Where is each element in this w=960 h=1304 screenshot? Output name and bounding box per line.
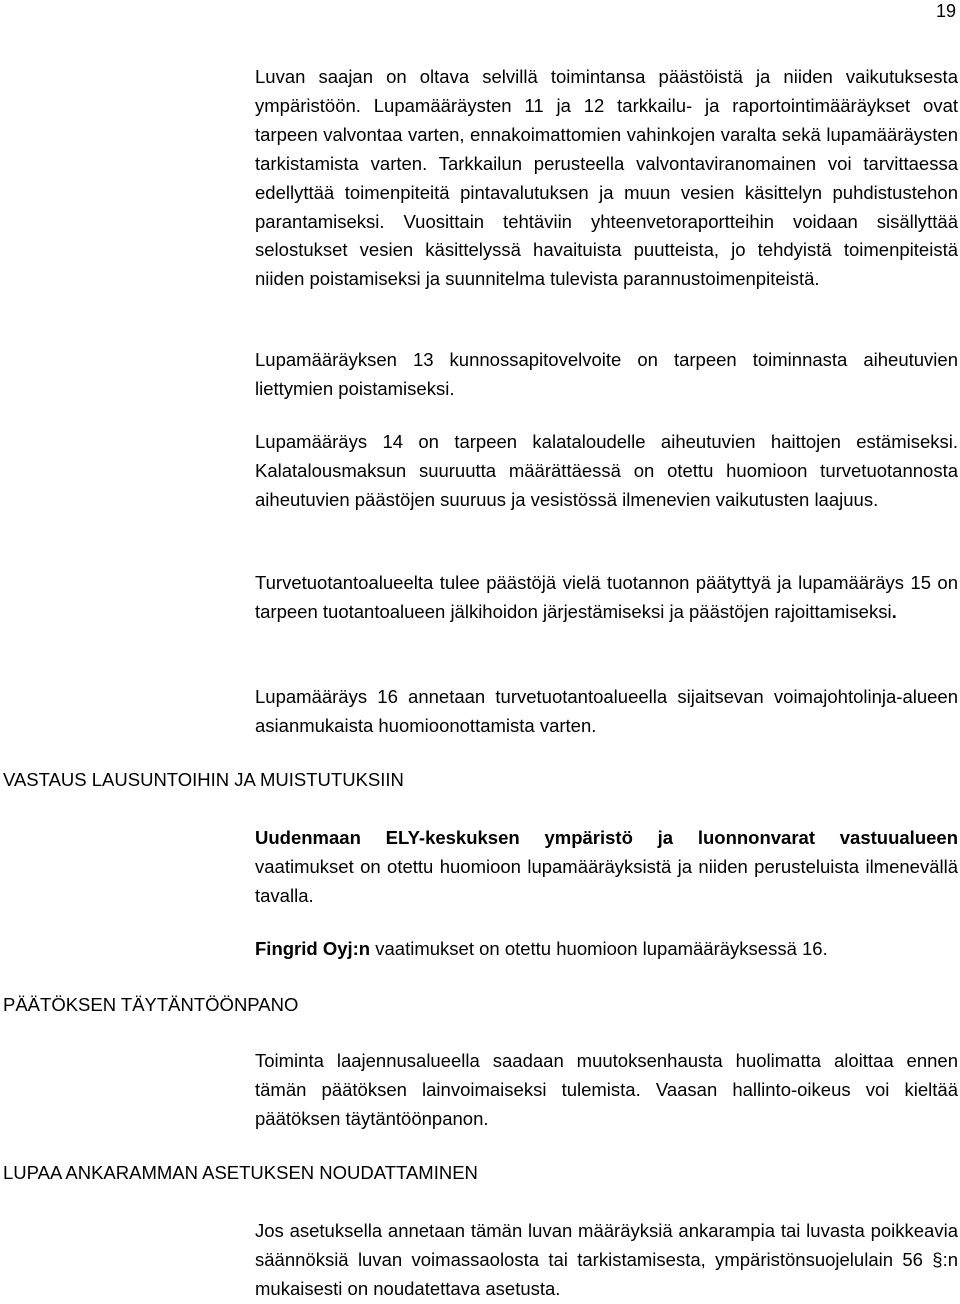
aftercare-text: Turvetuotantoalueelta tulee päästöjä vielä tuotannon päätyttyä ja lupamääräys 15 on tarpeen tuotantoalueen jälkihoidon järjestämiseksi ja päästöjen rajoittamiseksi (255, 572, 958, 622)
paragraph-ely-centre-response (255, 824, 958, 911)
paragraph-powerline-justification: Lupamääräys 16 annetaan turvetuotantoalueella sijaitsevan voimajohtolinja-alueen asianmukaista huomioonottamista varten. (255, 686, 958, 736)
paragraph-monitoring-justification: Luvan saajan on oltava selvillä toimintansa päästöistä ja niiden vaikutuksesta ympäristöön. Lupamääräysten 11 ja 12 tarkkailu- ja raportointimääräykset ovat tarpeen valvontaa varten, ennakoimattomien vahinkojen varalta sekä lupamääräysten tarkistamista varten. Tarkkailun perusteella valvontaviranomainen voi tarvittaessa edellyttää toimenpiteitä pintavalutuksen ja muun vesien käsittelyn puhdistustehon parantamiseksi. Vuosittain tehtäviin yhteenvetoraportteihin voidaan sisällyttää selostukset vesien käsittelyssä havaituista puutteista, jo tehdyistä toimenpiteistä niiden poistamiseksi ja suunnitelma tulevista parannustoimenpiteistä. (255, 66, 958, 290)
paragraph-stricter-regulation: Jos asetuksella annetaan tämän luvan määräyksiä ankarampia tai luvasta poikkeavia säännöksiä luvan voimassaolosta tai tarkistamisesta, ympäristönsuojelulain 56 §:n mukaisesti on noudatettava asetusta. (255, 1220, 958, 1299)
page-number: 19 (935, 1, 956, 21)
ely-centre-name: Uudenmaan ELY-keskuksen ympäristö ja luonnonvarat vastuualueen (255, 827, 958, 848)
heading-stricter-regulation: LUPAA ANKARAMMAN ASETUKSEN NOUDATTAMINEN (3, 1162, 478, 1183)
paragraph-fishery-justification: Lupamääräys 14 on tarpeen kalataloudelle aiheutuvien haittojen estämiseksi. Kalatalousmaksun suuruutta määrättäessä on otettu huomioon turvetuotannosta aiheutuvien päästöjen suuruus ja vesistössä ilmenevien vaikutusten laajuus. (255, 431, 958, 510)
paragraph-decision-enforcement: Toiminta laajennusalueella saadaan muutoksenhausta huolimatta aloittaa ennen tämän päätöksen lainvoimaiseksi tulemista. Vaasan hallinto-oikeus voi kieltää päätöksen täytäntöönpanon. (255, 1050, 958, 1129)
paragraph-maintenance-justification: Lupamääräyksen 13 kunnossapitovelvoite on tarpeen toiminnasta aiheutuvien liettymien poistamiseksi. (255, 349, 958, 399)
ely-centre-response-text: vaatimukset on otettu huomioon lupamääräyksistä ja niiden perusteluista ilmenevällä tavalla. (255, 855, 958, 906)
aftercare-period: . (891, 600, 897, 622)
paragraph-aftercare-justification (255, 569, 958, 627)
fingrid-response-text: vaatimukset on otettu huomioon lupamääräyksessä 16. (370, 938, 828, 959)
heading-response-to-statements: VASTAUS LAUSUNTOIHIN JA MUISTUTUKSIIN (3, 769, 404, 790)
fingrid-name: Fingrid Oyj:n (255, 938, 371, 959)
paragraph-fingrid-response (255, 935, 958, 964)
heading-decision-enforcement: PÄÄTÖKSEN TÄYTÄNTÖÖNPANO (3, 994, 299, 1015)
